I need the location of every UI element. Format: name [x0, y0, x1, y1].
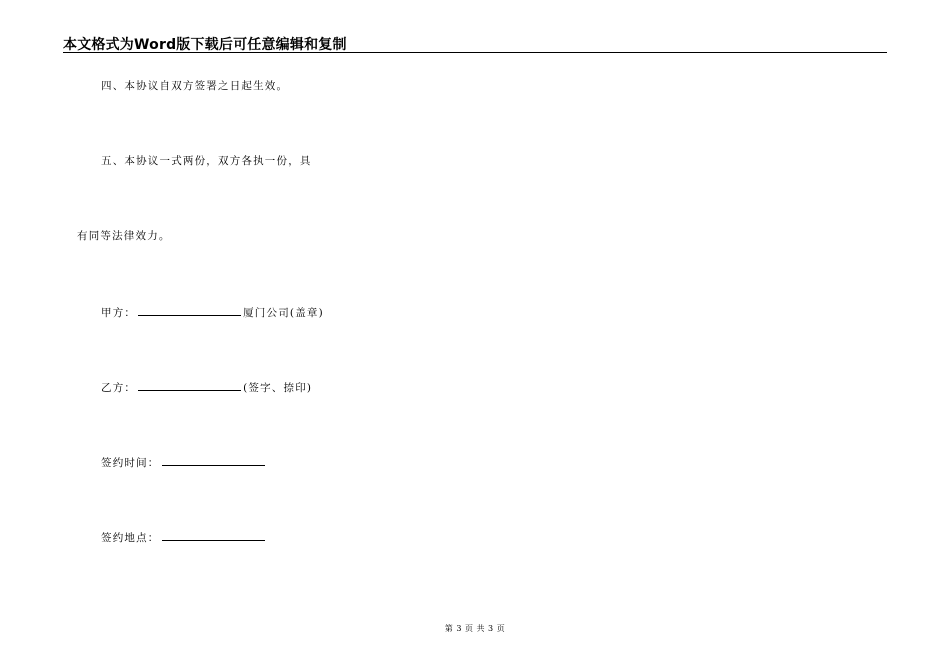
party-b-label: 乙方：	[101, 382, 137, 394]
sign-time-blank-field[interactable]	[162, 454, 265, 466]
party-a-blank-field[interactable]	[138, 304, 241, 316]
header-divider	[63, 52, 887, 53]
sign-time-line	[101, 454, 267, 470]
sign-place-blank-field[interactable]	[162, 529, 265, 541]
party-b-line	[101, 379, 312, 395]
sign-time-label: 签约时间：	[101, 457, 160, 469]
party-a-suffix: 厦门公司(盖章)	[243, 307, 324, 319]
clause-5-text-line2: 有同等法律效力。	[77, 230, 171, 242]
party-a-line	[101, 304, 324, 320]
party-a-label: 甲方：	[101, 307, 137, 319]
party-b-suffix: (签字、捺印)	[243, 382, 313, 394]
clause-5-text-line1: 五、本协议一式两份，双方各执一份，具	[101, 155, 312, 167]
party-b-blank-field[interactable]	[138, 379, 241, 391]
page-number-footer: 第 3 页 共 3 页	[444, 624, 506, 633]
sign-place-label: 签约地点：	[101, 532, 160, 544]
document-header-title: 本文格式为Word版下载后可任意编辑和复制	[63, 37, 347, 53]
sign-place-line	[101, 529, 267, 545]
clause-4-text: 四、本协议自双方签署之日起生效。	[101, 80, 289, 92]
